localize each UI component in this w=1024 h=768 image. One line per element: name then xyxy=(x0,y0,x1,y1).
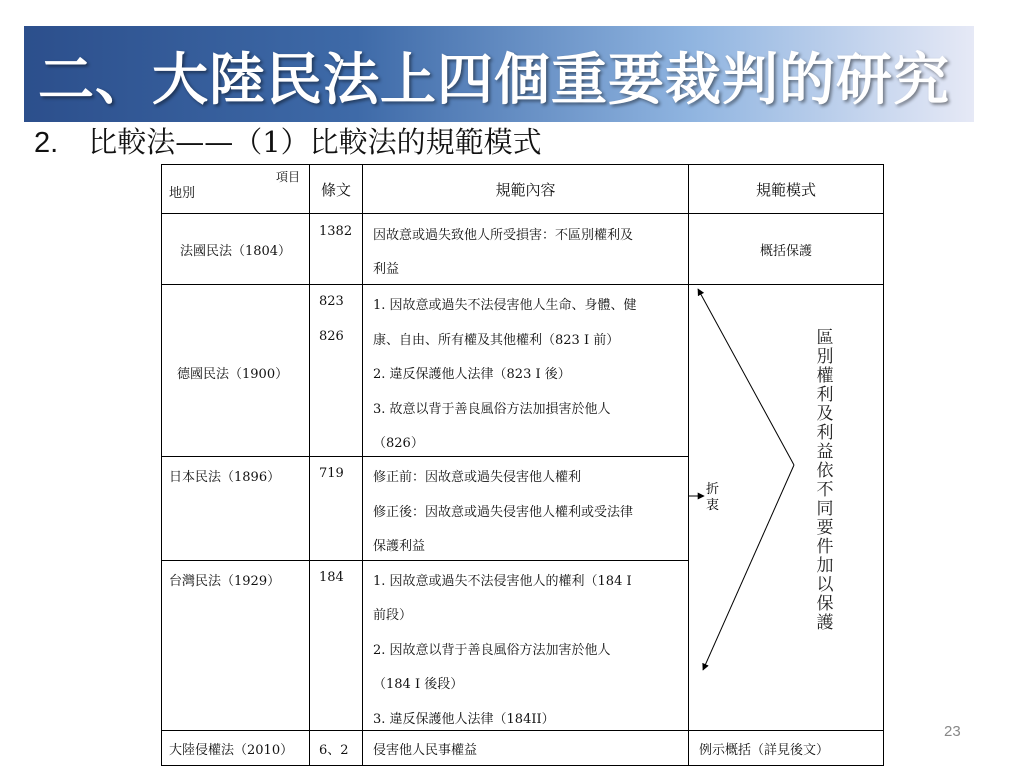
japan-line-1: 修正前：因故意或過失侵害他人權利 xyxy=(373,470,582,485)
slide-subtitle xyxy=(34,120,542,161)
germany-line-1: 1. 因故意或過失不法侵害他人生命、身體、健 xyxy=(373,298,637,313)
header-article: 條文 xyxy=(320,180,351,199)
compromise-label: 折衷 xyxy=(706,482,720,513)
row-sep-5 xyxy=(161,730,884,731)
merged-mode-vertical-text: 區別權利及利益依不同要件加以保護 xyxy=(816,328,834,633)
header-content: 規範內容 xyxy=(495,180,556,199)
header-region: 地別 xyxy=(169,186,196,201)
row-sep-4 xyxy=(161,560,689,561)
subtitle-text: 比較法——（1）比較法的規範模式 xyxy=(88,125,542,159)
germany-article-826: 826 xyxy=(319,329,344,344)
france-content-2: 利益 xyxy=(373,262,400,277)
germany-line-3: 2. 違反保護他人法律（823 Ⅰ 後） xyxy=(373,367,571,382)
arrow-up-line xyxy=(698,289,794,465)
table-border-right xyxy=(883,164,884,766)
japan-line-2: 修正後：因故意或過失侵害他人權利或受法律 xyxy=(373,505,634,520)
japan-line-3: 保護利益 xyxy=(373,539,426,554)
taiwan-line-3: 2. 因故意以背于善良風俗方法加害於他人 xyxy=(373,643,611,658)
taiwan-article: 184 xyxy=(319,570,344,585)
page-number: 23 xyxy=(944,723,961,740)
taiwan-line-4: （184 Ⅰ 後段） xyxy=(373,677,464,692)
taiwan-name: 台灣民法（1929） xyxy=(169,574,281,589)
mainland-mode: 例示概括（詳見後文） xyxy=(699,743,830,758)
germany-line-5: （826） xyxy=(373,436,424,451)
mainland-name: 大陸侵權法（2010） xyxy=(169,743,294,758)
germany-line-2: 康、自由、所有權及其他權利（823 Ⅰ 前） xyxy=(373,333,620,348)
taiwan-line-5: 3. 違反保護他人法律（184II） xyxy=(373,712,555,727)
germany-name: 德國民法（1900） xyxy=(177,367,289,382)
header-item: 項目 xyxy=(276,170,301,184)
col-sep-1 xyxy=(309,164,310,766)
taiwan-line-2: 前段） xyxy=(373,608,413,623)
france-mode: 概括保護 xyxy=(759,243,812,259)
france-article: 1382 xyxy=(319,224,353,239)
germany-article-823: 823 xyxy=(319,294,344,309)
germany-line-4: 3. 故意以背于善良風俗方法加損害於他人 xyxy=(373,402,611,417)
mainland-article: 6、2 xyxy=(319,743,349,758)
comparison-table xyxy=(161,164,884,766)
row-sep-3 xyxy=(161,456,689,457)
mainland-content: 侵害他人民事權益 xyxy=(373,743,478,758)
japan-article: 719 xyxy=(319,466,344,481)
col-sep-2 xyxy=(362,164,363,766)
france-name: 法國民法（1804） xyxy=(179,243,292,259)
japan-name: 日本民法（1896） xyxy=(169,470,281,485)
table-border-bottom xyxy=(161,765,884,766)
header-mode: 規範模式 xyxy=(755,180,816,199)
slide-title: 二、大陸民法上四個重要裁判的研究 xyxy=(38,48,950,113)
france-content-1: 因故意或過失致他人所受損害：不區別權利及 xyxy=(373,228,634,243)
subtitle-number: 2. xyxy=(34,127,59,159)
taiwan-line-1: 1. 因故意或過失不法侵害他人的權利（184 Ⅰ xyxy=(373,574,632,589)
